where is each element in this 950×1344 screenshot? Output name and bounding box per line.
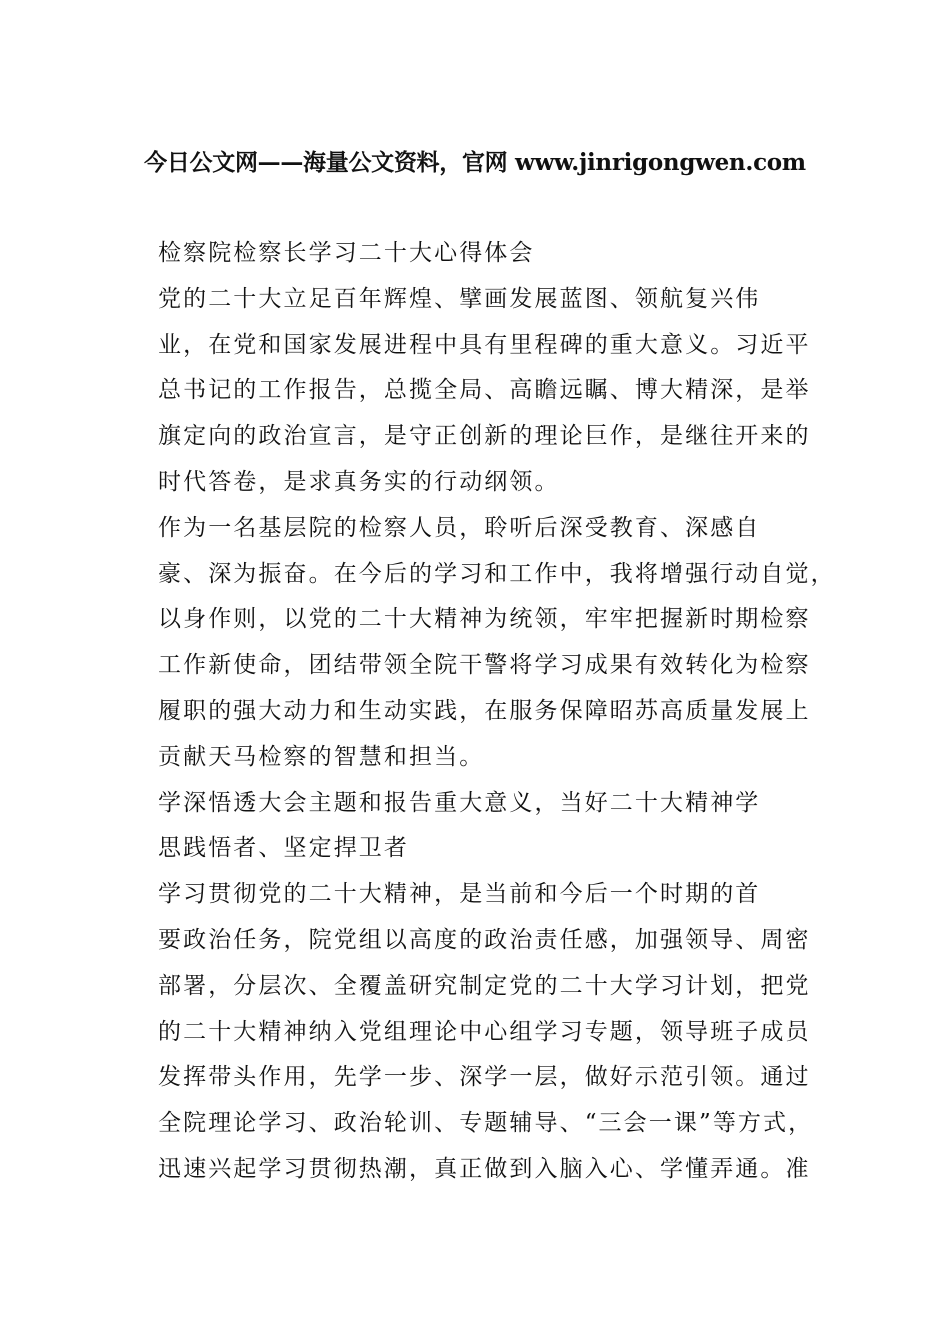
text-line: 要政治任务，院党组以高度的政治责任感，加强领导、周密	[158, 926, 811, 953]
text-line: 时代答卷，是求真务实的行动纲领。	[158, 468, 560, 495]
text-line: 党的二十大立足百年辉煌、擘画发展蓝图、领航复兴伟	[158, 285, 761, 312]
text-line: 履职的强大动力和生动实践，在服务保障昭苏高质量发展上	[158, 697, 811, 724]
document-body	[158, 234, 838, 1196]
text-line: 旗定向的政治宣言，是守正创新的理论巨作，是继往开来的	[158, 423, 811, 450]
text-line: 的二十大精神纳入党组理论中心组学习专题，领导班子成员	[158, 1018, 811, 1045]
text-line: 作为一名基层院的检察人员，聆听后深受教育、深感自	[158, 514, 761, 541]
text-line: 以身作则，以党的二十大精神为统领，牢牢把握新时期检察	[158, 606, 811, 633]
text-line: 豪、深为振奋。在今后的学习和工作中，我将增强行动自觉，	[158, 560, 836, 587]
document-title: 检察院检察长学习二十大心得体会	[158, 240, 535, 266]
text-line: 部署，分层次、全覆盖研究制定党的二十大学习计划，把党	[158, 972, 811, 999]
text-line: 业，在党和国家发展进程中具有里程碑的重大意义。习近平	[158, 331, 811, 358]
section-heading-line: 学深悟透大会主题和报告重大意义，当好二十大精神学	[158, 789, 761, 816]
section-heading-line: 思践悟者、坚定捍卫者	[158, 835, 409, 862]
text-line: 总书记的工作报告，总揽全局、高瞻远瞩、博大精深，是举	[158, 377, 811, 404]
text-line: 贡献天马检察的智慧和担当。	[158, 743, 485, 770]
text-line: 全院理论学习、政治轮训、专题辅导、“三会一课”等方式，	[158, 1110, 814, 1137]
text-line: 学习贯彻党的二十大精神，是当前和今后一个时期的首	[158, 881, 761, 908]
text-line: 工作新使命，团结带领全院干警将学习成果有效转化为检察	[158, 652, 811, 679]
site-banner-title: 今日公文网——海量公文资料，官网 www.jinrigongwen.com	[144, 149, 806, 176]
text-line: 迅速兴起学习贯彻热潮，真正做到入脑入心、学懂弄通。准	[158, 1155, 811, 1182]
text-line: 发挥带头作用，先学一步、深学一层，做好示范引领。通过	[158, 1064, 811, 1091]
